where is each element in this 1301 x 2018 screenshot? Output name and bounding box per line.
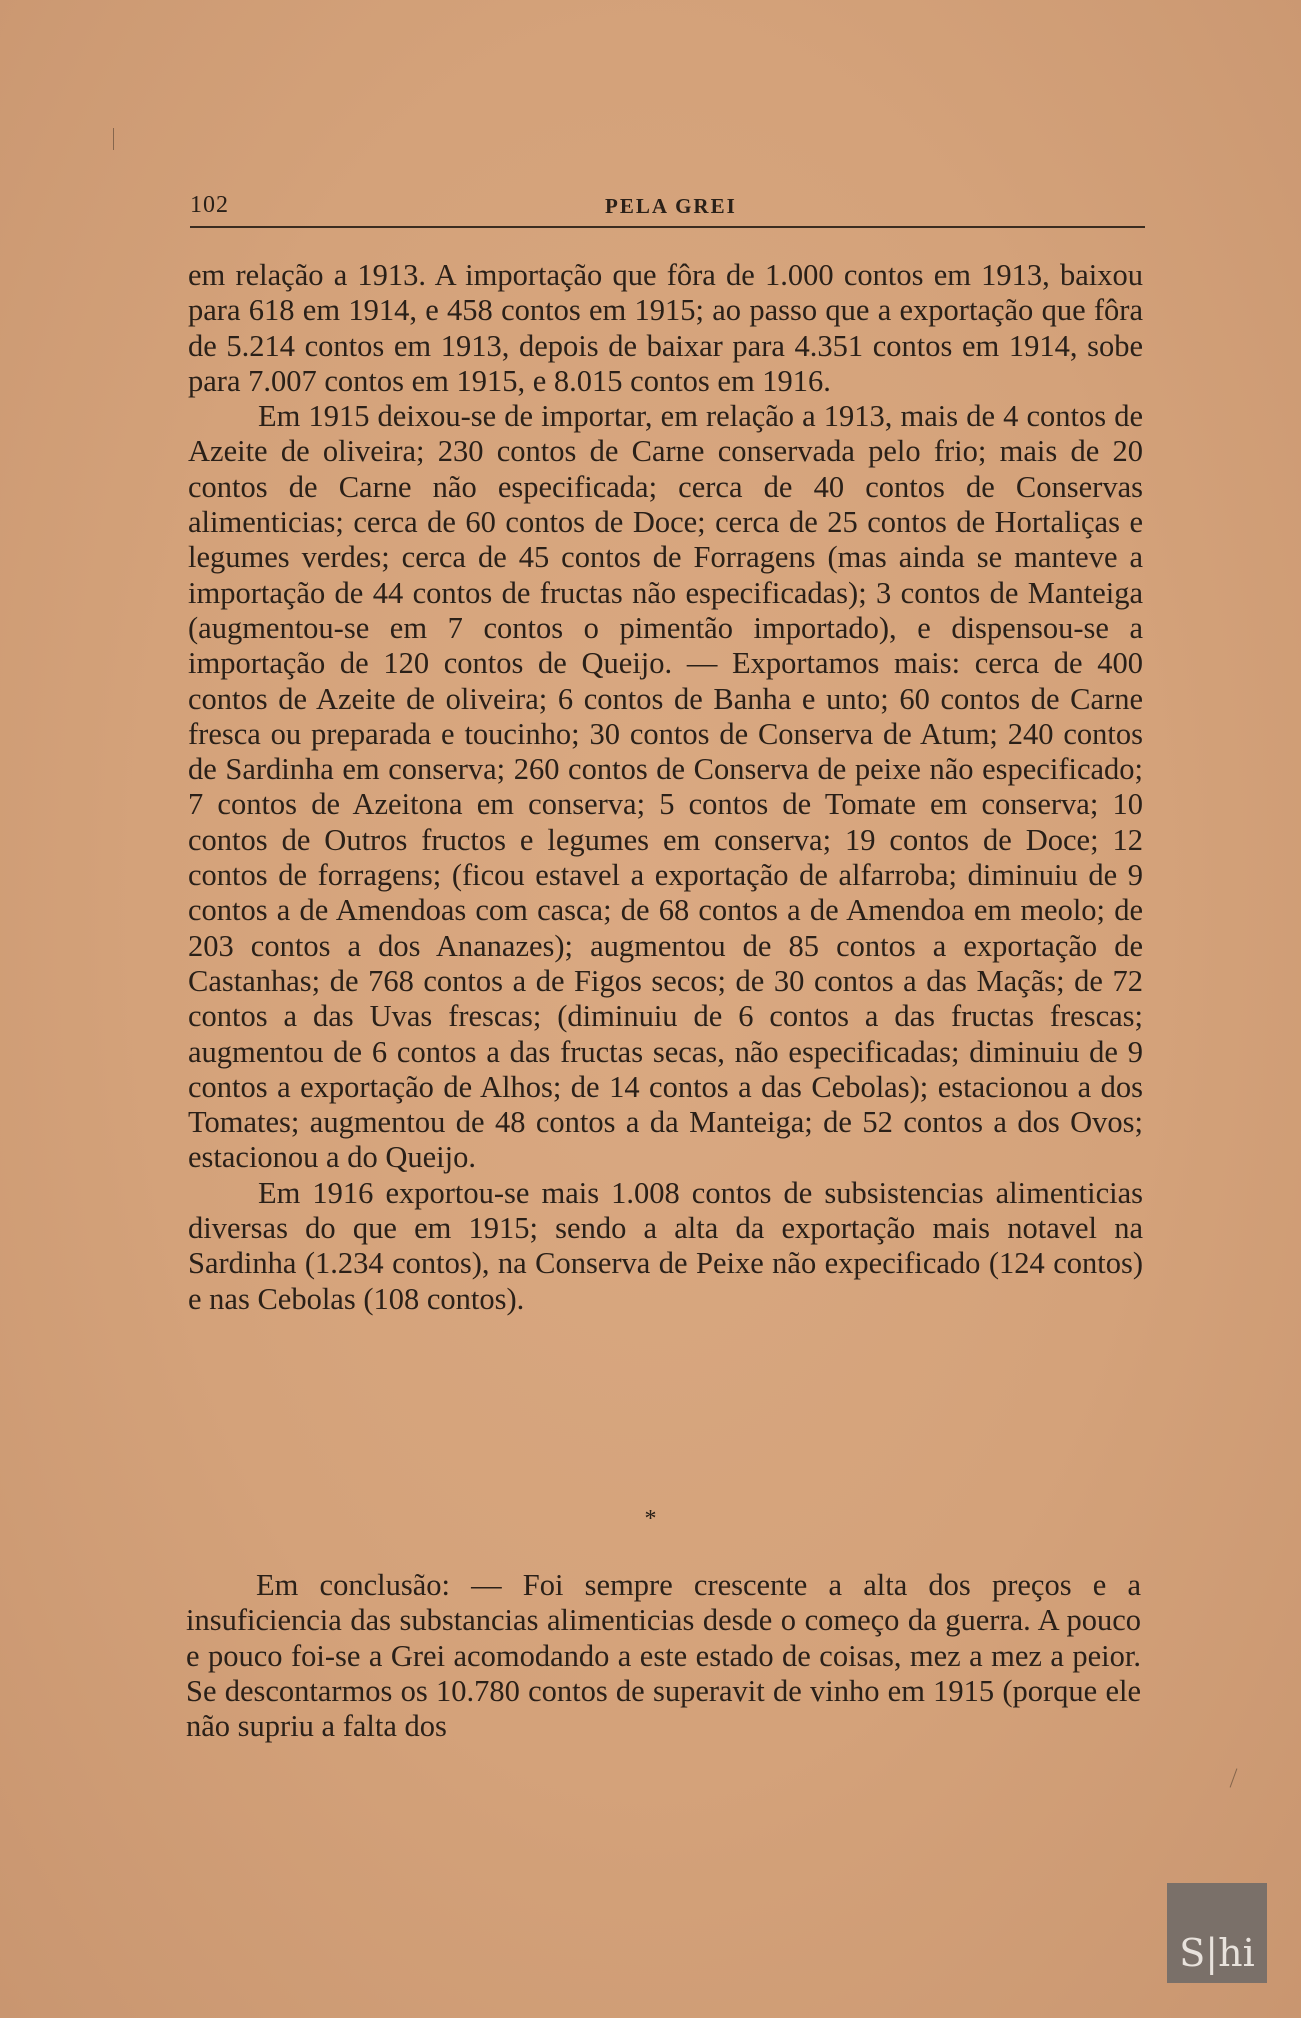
header-rule <box>190 226 1145 228</box>
running-title: PELA GREI <box>605 194 737 218</box>
ink-speck <box>113 128 114 150</box>
paragraph-2: Em 1915 deixou-se de importar, em relação a 1913, mais de 4 contos de Azeite de oliveira; 230 contos de Carne conservada pelo frio; mais de 20 contos de Carne não especificada; cerca de 40 contos de Conservas alimenticias; cerca de 60 contos de Doce; cerca de 25 contos de Hortaliças e legumes verdes; cerca de 45 contos de Forragens (mas ainda se manteve a importação de 44 contos de fructas não especificadas); 3 contos de Manteiga (augmentou-se em 7 contos o pimentão importado), e dispensou-se a importação de 120 contos de Queijo. — Exportamos mais: cerca de 400 contos de Azeite de oliveira; 6 contos de Banha e unto; 60 contos de Carne fresca ou preparada e toucinho; 30 contos de Conserva de Atum; 240 contos de Sardinha em conserva; 260 contos de Conserva de peixe não especificado; 7 contos de Azeitona em conserva; 5 contos de Tomate em conserva; 10 contos de Outros fructos e legumes em conserva; 19 contos de Doce; 12 contos de forragens; (ficou estavel a exportação de alfarroba; diminuiu de 9 contos a de Amendoas com casca; de 68 contos a de Amendoa em meolo; de 203 contos a dos Ananazes); augmentou de 85 contos a exportação de Castanhas; de 768 contos a de Figos secos; de 30 contos a das Maçãs; de 72 contos a das Uvas frescas; (diminuiu de 6 contos a das fructas frescas; augmentou de 6 contos a das fructas secas, não especificadas; diminuiu de 9 contos a exportação de Alhos; de 14 contos a das Cebolas); estacionou a dos Tomates; augmentou de 48 contos a da Manteiga; de 52 contos a dos Ovos; estacionou a do Queijo. <box>188 399 1143 1175</box>
library-stamp-logo: S|hi <box>1167 1883 1267 1983</box>
body-text <box>188 258 1143 1317</box>
paragraph-1: em relação a 1913. A importação que fôra de 1.000 contos em 1913, baixou para 618 em 1914, e 458 contos em 1915; ao passo que a exportação que fôra de 5.214 contos em 1913, depois de baixar para 4.351 contos em 1914, sobe para 7.007 contos em 1915, e 8.015 contos em 1916. <box>188 258 1143 398</box>
paragraph-3: Em 1916 exportou-se mais 1.008 contos de subsistencias alimenticias diversas do que em 1915; sendo a alta da exportação mais notavel na Sardinha (1.234 contos), na Conserva de Peixe não expecificado (124 contos) e nas Cebolas (108 contos). <box>188 1175 1143 1316</box>
conclusion-paragraph: Em conclusão: — Foi sempre crescente a alta dos preços e a insuficiencia das substancias alimenticias desde o começo da guerra. A pouco e pouco foi-se a Grei acomodando a este estado de coisas, mez a mez a peior. Se descontarmos os 10.780 contos de superavit de vinho em 1915 (porque ele não supriu a falta dos <box>186 1568 1141 1744</box>
ink-speck <box>1230 1768 1238 1787</box>
page-number: 102 <box>190 192 229 218</box>
page-header <box>190 192 1145 232</box>
conclusion-text <box>186 1568 1141 1744</box>
section-separator: * <box>644 1506 657 1532</box>
